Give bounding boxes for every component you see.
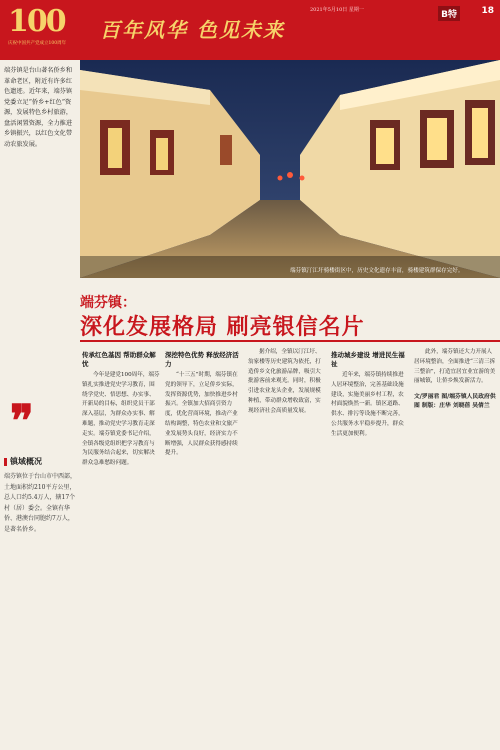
article-column-2 xyxy=(165,348,243,459)
subhead: 传承红色基因 帮助群众解忧 xyxy=(82,351,156,368)
kicker: 端芬镇： xyxy=(80,295,136,311)
byline: 文/罗丽君 图/端芬镇人民政府供图 制版：庄华 刘晓蓓 吴倩兰 xyxy=(414,394,496,410)
body-text: “十三五”时期，端芬镇在党的领导下，立足侨乡实际，发挥资源优势，加快推进乡村振兴。全镇加大招商引资力度，优化营商环境，推动产业结构调整，特色农业和文旅产业发展势头良好，经济实力不断增强，人民群众获得感持续提升。 xyxy=(165,372,238,457)
sidebar-column-title: 镇域概况 xyxy=(4,456,42,467)
page-number: 18 xyxy=(481,6,494,16)
photo-caption: 端芬镇汀江圩骑楼街区中，历史文化遗存丰富，骑楼建筑群保存完好。 xyxy=(290,268,464,274)
street-photo xyxy=(80,60,500,278)
centenary-logo xyxy=(6,2,78,54)
article-column-3 xyxy=(248,348,326,417)
sidebar-column-text: 端芬镇位于台山市中西部，土地面积约210平方公里，总人口约5.4万人，辖17个村（居）委会。全镇有华侨、港澳台同胞约7万人，是著名侨乡。 xyxy=(4,473,77,533)
logo-caption: 庆祝中国共产党成立100周年 xyxy=(8,41,67,46)
article-column-5 xyxy=(414,348,496,409)
headline: 深化发展格局 刷亮银信名片 xyxy=(80,314,365,340)
slogan: 百年风华 色见未来 xyxy=(100,18,285,42)
body-text: 今年是建党100周年，端芬镇扎实推进党史学习教育，围绕学党史、悟思想、办实事、开新局的目标，组织党员干部深入基层，为群众办实事、解难题，推动党史学习教育走深走实。端芬镇党委书记介绍，全镇各级党组织把学习教育与为民服务结合起来，切实解决群众急难愁盼问题。 xyxy=(82,372,160,467)
subhead: 深挖特色优势 释放经济活力 xyxy=(165,351,239,368)
body-text: 近年来，端芬镇持续推进人居环境整治，完善基础设施建设，实施美丽乡村工程，农村面貌焕然一新。镇区道路、供水、排污等设施不断完善，公共服务水平稳步提升，群众生活更加便利。 xyxy=(331,372,404,437)
article-column-1 xyxy=(82,348,160,469)
divider xyxy=(80,340,500,342)
page-label: B特 xyxy=(438,6,460,21)
issue-date: 2021年5月10日 星期一 xyxy=(310,7,364,13)
sidebar-intro: 端芬镇是台山著名侨乡和革命老区，附近有许多红色遗迹。近年来，端芬镇党委立足“侨乡+红色”资源，发展特色乡村旅游，盘活闲置资源，全力推进乡镇振兴，以红色文化带动农旅发展。 xyxy=(4,67,73,148)
sidebar xyxy=(0,60,80,750)
article-column-4 xyxy=(331,348,409,440)
quote-mark-icon: ❞ xyxy=(10,396,34,447)
logo-number: 100 xyxy=(8,4,65,39)
subhead: 推动城乡建设 增进民生福祉 xyxy=(331,351,405,368)
masthead xyxy=(0,0,500,60)
body-text: 此外，端芬镇还大力开展人居环境整治，全面推进“三清三拆三整治”，打造宜居宜业宜游的美丽城镇，让侨乡焕发新活力。 xyxy=(414,349,496,385)
body-text: 据介绍，全镇以汀江圩、翁家楼等历史建筑为依托，打造侨乡文化旅游品牌，吸引大批游客前来观光。同时，积极引进农业龙头企业，发展规模种植，带动群众增收致富，实现经济社会高质量发展。 xyxy=(248,349,321,414)
